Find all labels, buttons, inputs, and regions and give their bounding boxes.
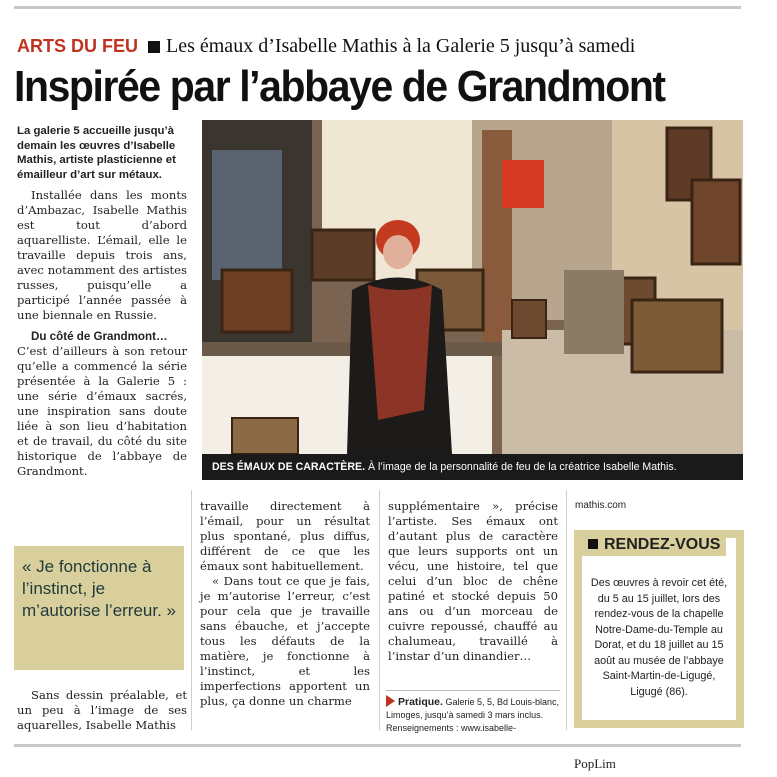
column-divider	[191, 490, 192, 730]
category-label: ARTS DU FEU	[17, 36, 138, 56]
kicker	[17, 35, 635, 58]
rendezvous-box	[574, 530, 744, 728]
column-1	[17, 124, 187, 485]
practical-text: Galerie 5, 5, Bd Louis-blanc, Limoges, jusqu’à samedi 3 mars inclus. Renseignements : www.isabelle-	[386, 697, 560, 733]
rendezvous-title-text: RENDEZ-VOUS	[604, 536, 721, 553]
arrow-right-icon	[386, 695, 395, 707]
gallery-photo-illustration	[202, 120, 743, 454]
deck: Les émaux d’Isabelle Mathis à la Galerie 5 jusqu’à samedi	[166, 35, 636, 57]
headline: Inspirée par l’abbaye de Grandmont	[14, 62, 665, 111]
column-3	[388, 499, 558, 664]
subhead: Du côté de Grandmont…	[31, 330, 168, 343]
paragraph: « Dans tout ce que je fais, je m’autorise l’erreur, c’est pour cela que je travaille sans ébauche, et j’accepte tous les défauts de la matière, je fonctionne à l’instinct, et les imperfections apportent un plus, ça donne un charme	[200, 574, 370, 708]
column-1-bottom-paragraph: Sans dessin préalable, et un peu à l’image de ses aquarelles, Isabelle Mathis	[17, 688, 187, 732]
caption-bold: DES ÉMAUX DE CARACTÈRE.	[212, 461, 366, 473]
rendezvous-inner	[582, 538, 736, 720]
paragraph: travaille directement à l’émail, pour un résultat plus spontané, plus diffus, différent de ce que les émaux sont habituellement.	[200, 499, 370, 573]
pull-quote: « Je fonctionne à l’instinct, je m’autorise l’erreur. »	[22, 557, 177, 620]
footer-credit: PopLim	[574, 756, 616, 771]
website-tail: mathis.com	[575, 500, 627, 511]
photo-caption	[202, 454, 743, 480]
column-2	[200, 499, 370, 709]
top-rule	[14, 6, 741, 9]
rendezvous-text: Des œuvres à revoir cet été, du 5 au 15 juillet, lors des rendez-vous de la chapelle Notre-Dame-du-Temple au Dorat, et du 18 juillet au 15 août au musée de l’abbaye Saint-Martin-de-Ligugé, Ligugé (86).	[590, 577, 728, 698]
caption-text: À l’image de la personnalité de feu de la créatrice Isabelle Mathis.	[368, 461, 677, 473]
square-bullet-icon	[148, 41, 160, 53]
gallery-photo	[202, 120, 743, 454]
rendezvous-title	[580, 534, 726, 556]
lead-paragraph: La galerie 5 accueille jusqu’à demain les œuvres d’Isabelle Mathis, artiste plasticienne et émailleur d’art sur métaux.	[17, 125, 176, 181]
paragraph: Installée dans les monts d’Ambazac, Isabelle Mathis est tout d’abord aquarelliste. L’émail, elle le travaille depuis trois ans, avec notamment des artistes russes, puisqu’elle a participé l’année passée à une biennale en Russie.	[17, 188, 187, 322]
pull-quote-box	[14, 546, 184, 670]
bottom-rule	[14, 744, 741, 747]
practical-info	[386, 690, 560, 735]
square-bullet-icon	[588, 539, 598, 549]
paragraph: supplémentaire », précise l’artiste. Ses émaux ont d’autant plus de caractère que leurs supports ont un vécu, une histoire, tel que celui d’un bloc de chêne patiné et stocké depuis 50 ans ou d’un morceau de cuivre repoussé, chauffé au chalumeau, travaillé à l’instar d’un dinandier…	[388, 499, 558, 663]
paragraph-text: C’est d’ailleurs à son retour qu’elle a commencé la série présentée à la Galerie 5 : une série d’émaux sacrés, une inspiration sans doute liée à son lieu d’habitation et de travail, du côté du site historique de l’abbaye de Grandmont.	[17, 344, 187, 478]
column-divider	[566, 490, 567, 730]
subhead-paragraph	[17, 329, 187, 479]
practical-label: Pratique.	[398, 696, 443, 708]
column-divider	[379, 490, 380, 730]
